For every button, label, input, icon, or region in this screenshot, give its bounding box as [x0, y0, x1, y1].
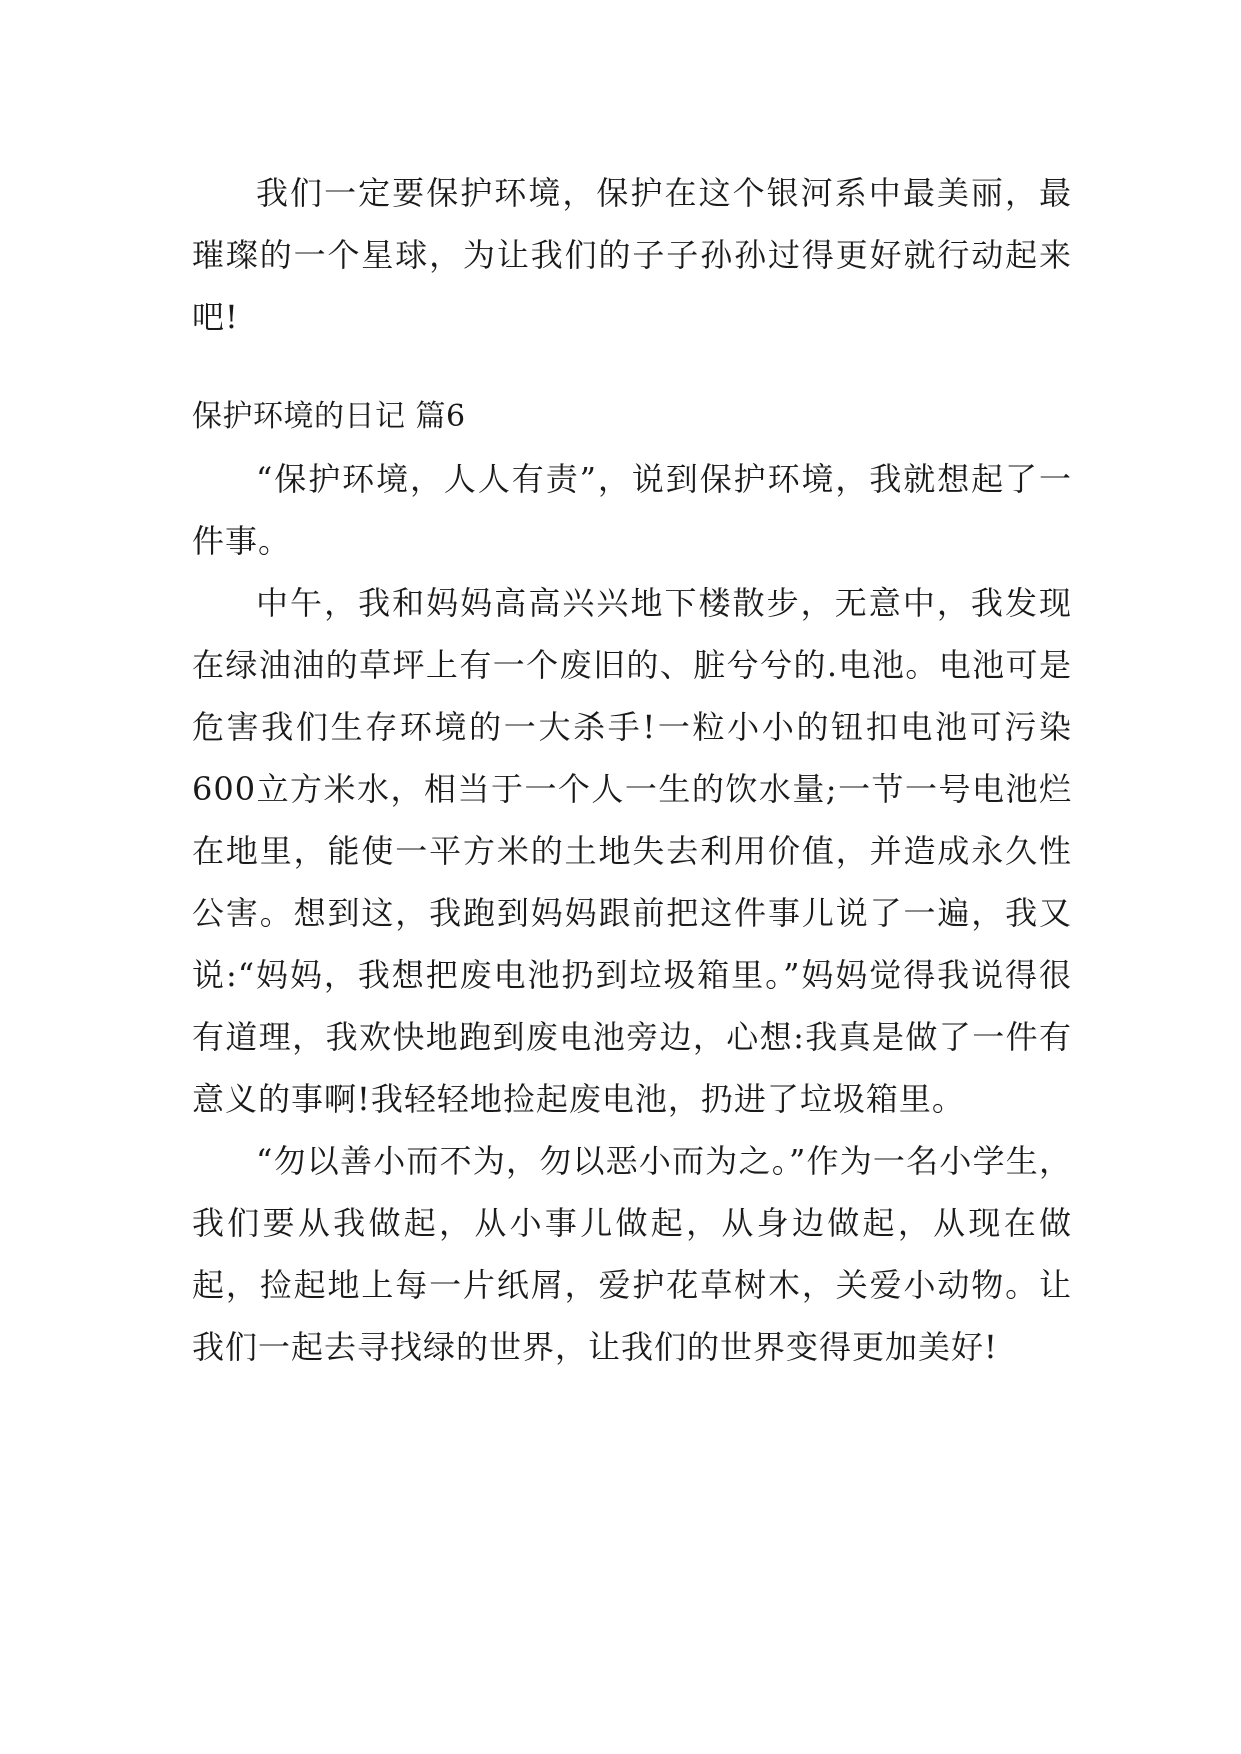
- document-body: [192, 162, 1072, 1378]
- paragraph-3: “勿以善小而不为，勿以恶小而为之。”作为一名小学生，我们要从我做起，从小事儿做起，从身边做起，从现在做起，捡起地上每一片纸屑，爱护花草树木，关爱小动物。让我们一起去寻找绿的世界，让我们的世界变得更加美好!: [192, 1142, 1072, 1366]
- paragraph-1: “保护环境，人人有责”，说到保护环境，我就想起了一件事。: [192, 460, 1072, 560]
- paragraph-2: 中午，我和妈妈高高兴兴地下楼散步，无意中，我发现在绿油油的草坪上有一个废旧的、脏兮兮的.电池。电池可是危害我们生存环境的一大杀手!一粒小小的钮扣电池可污染600立方米水，相当于一个人一生的饮水量;一节一号电池烂在地里，能使一平方米的土地失去利用价值，并造成永久性公害。想到这，我跑到妈妈跟前把这件事儿说了一遍，我又说:“妈妈，我想把废电池扔到垃圾箱里。”妈妈觉得我说得很有道理，我欢快地跑到废电池旁边，心想:我真是做了一件有意义的事啊!我轻轻地捡起废电池，扔进了垃圾箱里。: [192, 584, 1072, 1118]
- intro-paragraph: 我们一定要保护环境，保护在这个银河系中最美丽，最璀璨的一个星球，为让我们的子子孙孙过得更好就行动起来吧!: [192, 174, 1072, 336]
- section-heading: 保护环境的日记 篇6: [192, 399, 466, 434]
